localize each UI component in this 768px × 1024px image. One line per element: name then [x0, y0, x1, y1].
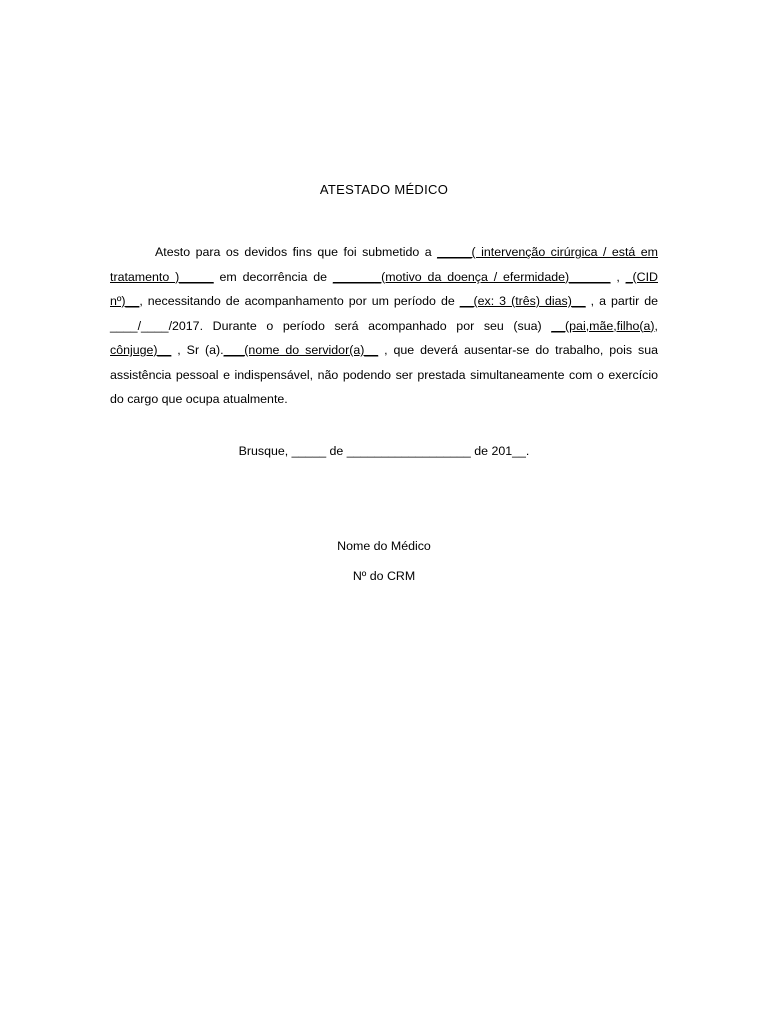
illness-reason-blank: _______(motivo da doença / efermidade)______ [332, 269, 611, 284]
period-blank: __(ex: 3 (três) dias)__ [459, 294, 586, 308]
cid-blank: _(CID nº)__ [110, 269, 658, 308]
relationship-blank: __(pai,mãe,filho(a), cônjuge)__ [110, 318, 658, 357]
paragraph-text-5: , a partir de ____/____/2017. Durante o período será acompanhado por seu (sua) [110, 294, 658, 333]
crm-number-label: Nº do CRM [352, 569, 416, 583]
paragraph-text-2: em decorrência de [213, 269, 333, 284]
place-date-line: Brusque, _____ de __________________ de 201__. [238, 444, 530, 458]
employee-name-blank: ___(nome do servidor(a)__ [223, 343, 379, 357]
doctor-name-label: Nome do Médico [337, 539, 431, 553]
paragraph-text-6: , Sr (a). [171, 343, 224, 357]
paragraph-text-1: Atesto para os devidos fins que foi submetido a [155, 245, 438, 259]
certificate-paragraph [110, 240, 658, 412]
paragraph-text-4: , necessitando de acompanhamento por um período de [139, 294, 460, 308]
document-title: ATESTADO MÉDICO [319, 182, 449, 197]
paragraph-text-7: , que deverá ausentar-se do trabalho, pois sua assistência pessoal e indispensável, não podendo ser prestada simultaneamente com o exercício do cargo que ocupa atualmente. [110, 343, 658, 406]
procedure-blank: _____( intervenção cirúrgica / está em tratamento )_____ [110, 245, 658, 284]
paragraph-text-3: , [610, 269, 626, 284]
